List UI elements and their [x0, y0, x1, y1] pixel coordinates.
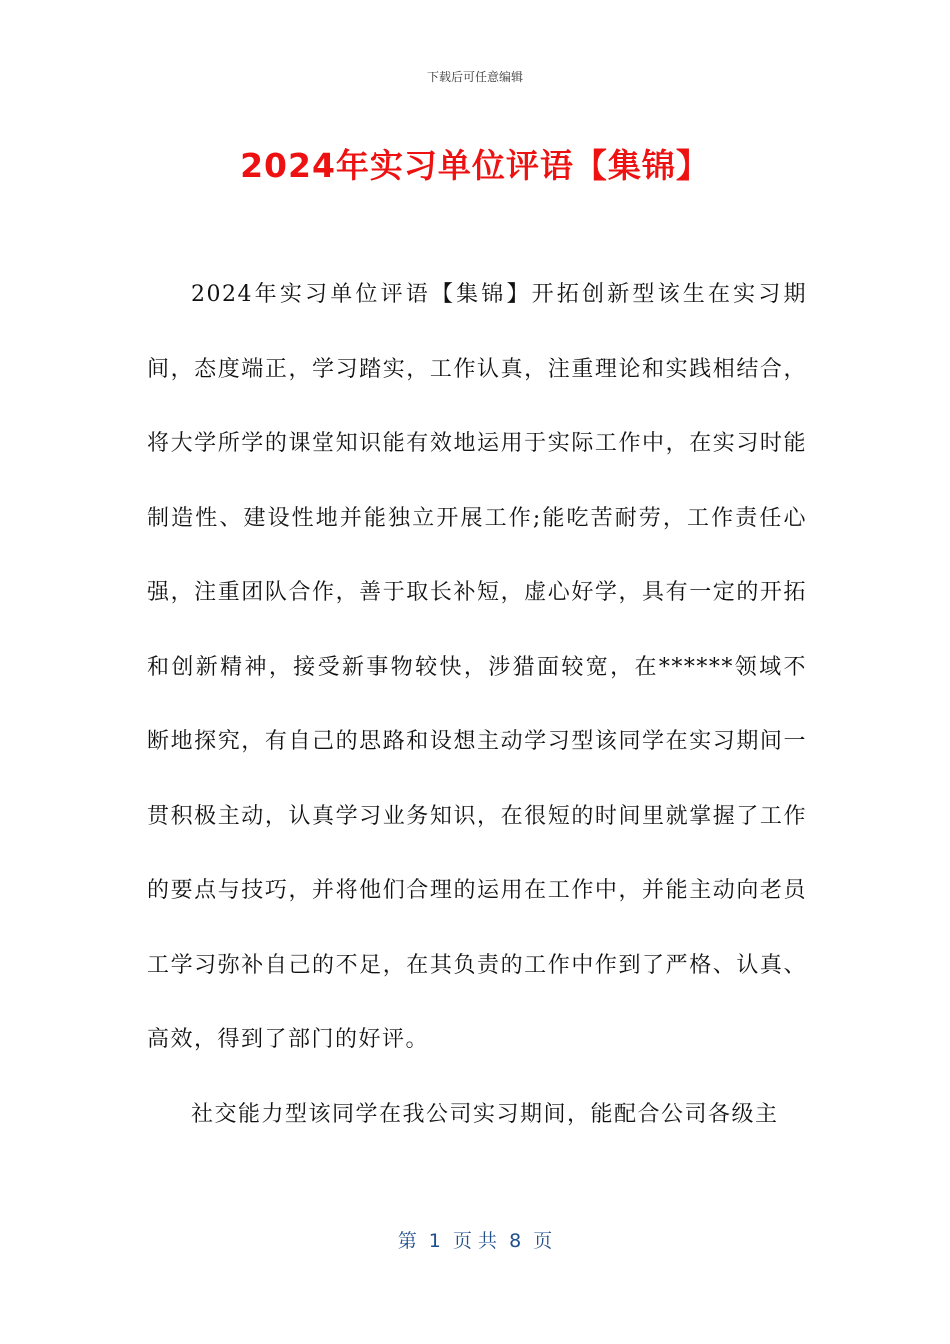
document-body: [147, 258, 807, 1152]
document-title: 2024年实习单位评语【集锦】: [240, 146, 710, 185]
paragraph: 2024年实习单位评语【集锦】开拓创新型该生在实习期间，态度端正，学习踏实，工作认真，注重理论和实践相结合，将大学所学的课堂知识能有效地运用于实际工作中，在实习时能制造性、建设性地并能独立开展工作;能吃苦耐劳，工作责任心强，注重团队合作，善于取长补短，虚心好学，具有一定的开拓和创新精神，接受新事物较快，涉猎面较宽，在******领域不断地探究，有自己的思路和设想主动学习型该同学在实习期间一贯积极主动，认真学习业务知识，在很短的时间里就掌握了工作的要点与技巧，并将他们合理的运用在工作中，并能主动向老员工学习弥补自己的不足，在其负责的工作中作到了严格、认真、高效，得到了部门的好评。: [147, 282, 807, 1052]
header-note: 下载后可任意编辑: [426, 70, 523, 84]
paragraph: 社交能力型该同学在我公司实习期间，能配合公司各级主: [191, 1101, 779, 1127]
page-number-footer: 第 1 页 共 8 页: [397, 1230, 553, 1252]
